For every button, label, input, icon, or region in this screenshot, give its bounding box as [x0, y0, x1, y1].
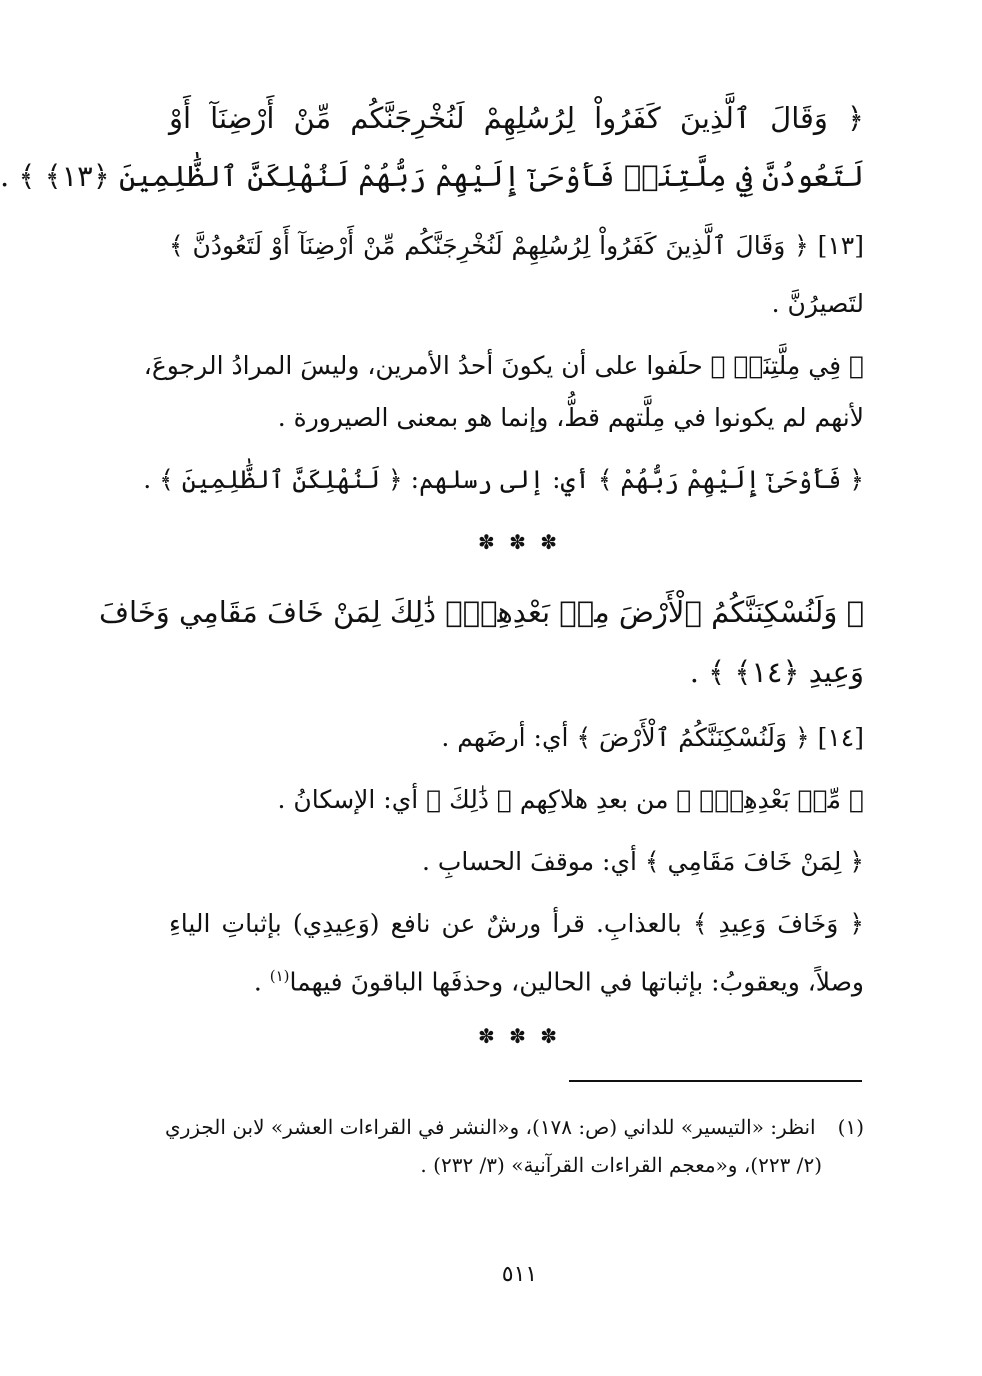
commentary-14-line-2: ﴿ مِّنۢ بَعْدِهِمْۚ ﴾ من بعدِ هلاكِهم ﴿ ذَٰلِكَ ﴾ أي: الإسكانُ .	[277, 785, 864, 814]
commentary-13-line-1: [١٣] ﴿ وَقَالَ ٱلَّذِينَ كَفَرُواْ لِرُسُلِهِمْ لَنُخْرِجَنَّكُم مِّنْ أَرْضِنَآ أَوْ لَتَعُودُنَّ ﴾	[169, 231, 864, 260]
verse-14-line-2: وَعِيدِ ﴿١٤﴾ ﴾ .	[689, 655, 864, 689]
commentary-13-line-2: لتَصيرُنَّ .	[771, 289, 864, 318]
commentary-14-line-3: ﴿ لِمَنْ خَافَ مَقَامِي ﴾ أي: موقفَ الحسابِ .	[421, 847, 864, 876]
commentary-13-line-4: لأنهم لم يكونوا في مِلَّتهم قطُّ، وإنما هو بمعنى الصيرورة .	[277, 403, 864, 432]
footnote-rule	[569, 1080, 862, 1082]
page-number: ٥١١	[501, 1262, 538, 1287]
commentary-14-line-5-text: وصلاً، ويعقوبُ: بإثباتها في الحالين، وحذفَها الباقونَ فيهما	[289, 967, 864, 997]
commentary-14-line-5-end: .	[253, 967, 270, 997]
commentary-14-line-4: ﴿ وَخَافَ وَعِيدِ ﴾ بالعذابِ. قرأ ورشٌ عن نافع (وَعِيدِي) بإثباتِ الياءِ	[169, 909, 864, 938]
section-separator-1: ✽ ✽ ✽	[478, 530, 561, 554]
commentary-13-line-3: ﴿ فِي مِلَّتِنَاۖ ﴾ حلَفوا على أن يكونَ أحدُ الأمرين، وليسَ المرادُ الرجوعَ،	[143, 351, 864, 380]
verse-14-line-1: ﴿ وَلَنُسْكِنَنَّكُمُ ٱلْأَرْضَ مِنۢ بَعْدِهِمْۚ ذَٰلِكَ لِمَنْ خَافَ مَقَامِي وَخَافَ	[98, 595, 864, 629]
footnote-text-1: انظر: «التيسير» للداني (ص: ١٧٨)، و«النشر في القراءات العشر» لابن الجزري	[165, 1115, 816, 1139]
verse-13-line-2: لَتَعُودُنَّ فِي مِلَّتِنَاۖ فَأَوْحَىٰٓ إِلَيْهِمْ رَبُّهُمْ لَنُهْلِكَنَّ ٱلظَّٰلِمِينَ ﴿١٣﴾ ﴾ .	[0, 159, 864, 193]
footnote-reference[interactable]: (١)	[269, 967, 290, 985]
commentary-14-line-5	[169, 956, 864, 1002]
footnote-number: (١)	[837, 1115, 864, 1139]
commentary-14-line-1: [١٤] ﴿ وَلَنُسْكِنَنَّكُمُ ٱلْأَرْضَ ﴾ أي: أرضَهم .	[441, 723, 864, 752]
verse-13-line-1: ﴿ وَقَالَ ٱلَّذِينَ كَفَرُواْ لِرُسُلِهِمْ لَنُخْرِجَنَّكُم مِّنْ أَرْضِنَآ أَوْ	[169, 101, 864, 135]
footnote-line-2: (٢/ ٢٢٣)، و«معجم القراءات القرآنية» (٣/ ٢٣٢) .	[420, 1153, 822, 1177]
section-separator-2: ✽ ✽ ✽	[478, 1024, 561, 1048]
commentary-13-line-5: ﴿ فَأَوْحَىٰٓ إِلَيْهِمْ رَبُّهُمْ ﴾ أي: إلى رسلهم: ﴿ لَنُهْلِكَنَّ ٱلظَّٰلِمِينَ ﴾ .	[143, 465, 864, 494]
footnote-line-1	[157, 1110, 864, 1144]
